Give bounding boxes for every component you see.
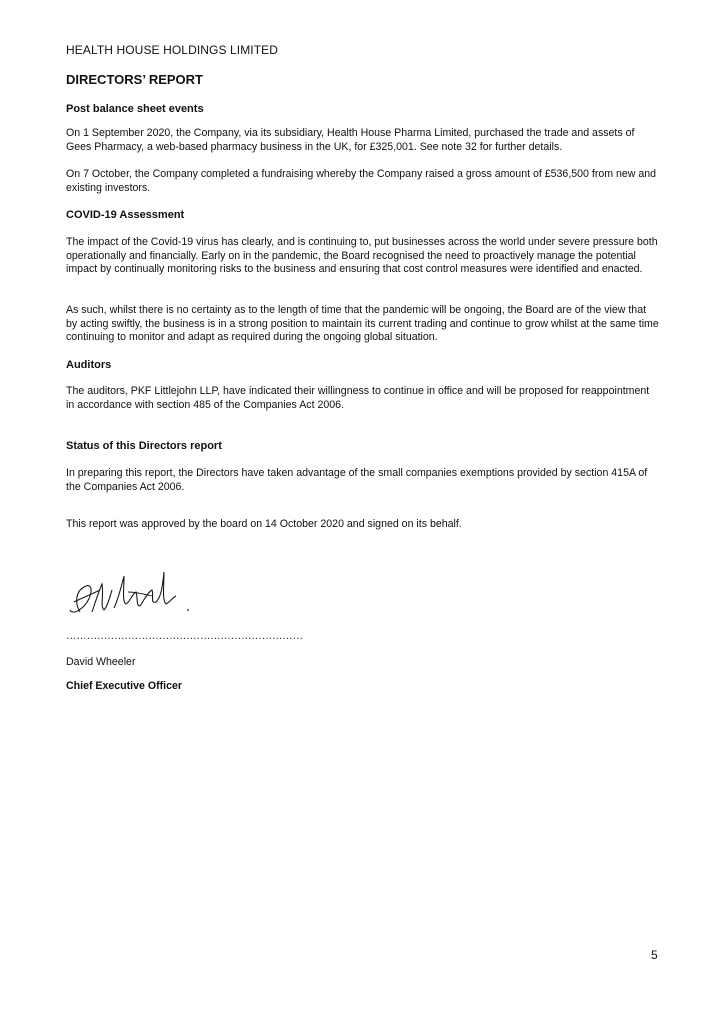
signer-role: Chief Executive Officer bbox=[66, 680, 182, 692]
signature-line: …………………………………………………………… bbox=[66, 630, 303, 642]
heading-covid: COVID-19 Assessment bbox=[66, 209, 185, 221]
auditors-paragraph: The auditors, PKF Littlejohn LLP, have indicated their willingness to continue in office and will be proposed for reappointment in accordance with section 485 of the Companies Act 2006. bbox=[66, 385, 650, 411]
heading-status: Status of this Directors report bbox=[66, 440, 222, 452]
covid-paragraph-1: The impact of the Covid-19 virus has clearly, and is continuing to, put businesses across the world under severe pressure both operationally and financially. Early on in the pandemic, the Board recognised the need to proactively manage the potential impact by continually monitoring risks to the business and ensuring that cost control measures were identified and enacted. bbox=[66, 236, 658, 276]
signer-name: David Wheeler bbox=[66, 656, 136, 668]
post-balance-paragraph-2: On 7 October, the Company completed a fundraising whereby the Company raised a gross amount of £536,500 from new and existing investors. bbox=[66, 168, 657, 194]
heading-post-balance: Post balance sheet events bbox=[66, 103, 204, 115]
handwritten-signature bbox=[66, 562, 196, 624]
company-name: HEALTH HOUSE HOLDINGS LIMITED bbox=[66, 43, 279, 57]
page-number: 5 bbox=[651, 948, 658, 962]
status-paragraph: In preparing this report, the Directors have taken advantage of the small companies exemptions provided by section 415A of the Companies Act 2006. bbox=[66, 467, 648, 493]
approval-statement: This report was approved by the board on 14 October 2020 and signed on its behalf. bbox=[66, 518, 462, 530]
post-balance-paragraph-1: On 1 September 2020, the Company, via its subsidiary, Health House Pharma Limited, purchased the trade and assets of Gees Pharmacy, a web-based pharmacy business in the UK, for £325,001. See note 32 for further details. bbox=[66, 127, 635, 153]
heading-auditors: Auditors bbox=[66, 359, 112, 371]
report-title: DIRECTORS’ REPORT bbox=[66, 72, 204, 87]
covid-paragraph-2: As such, whilst there is no certainty as to the length of time that the pandemic will be ongoing, the Board are of the view that by acting swiftly, the business is in a strong position to maintain its current trading and continue to grow whilst at the same time continuing to monitor and adapt as required during the ongoing global situation. bbox=[66, 304, 659, 344]
